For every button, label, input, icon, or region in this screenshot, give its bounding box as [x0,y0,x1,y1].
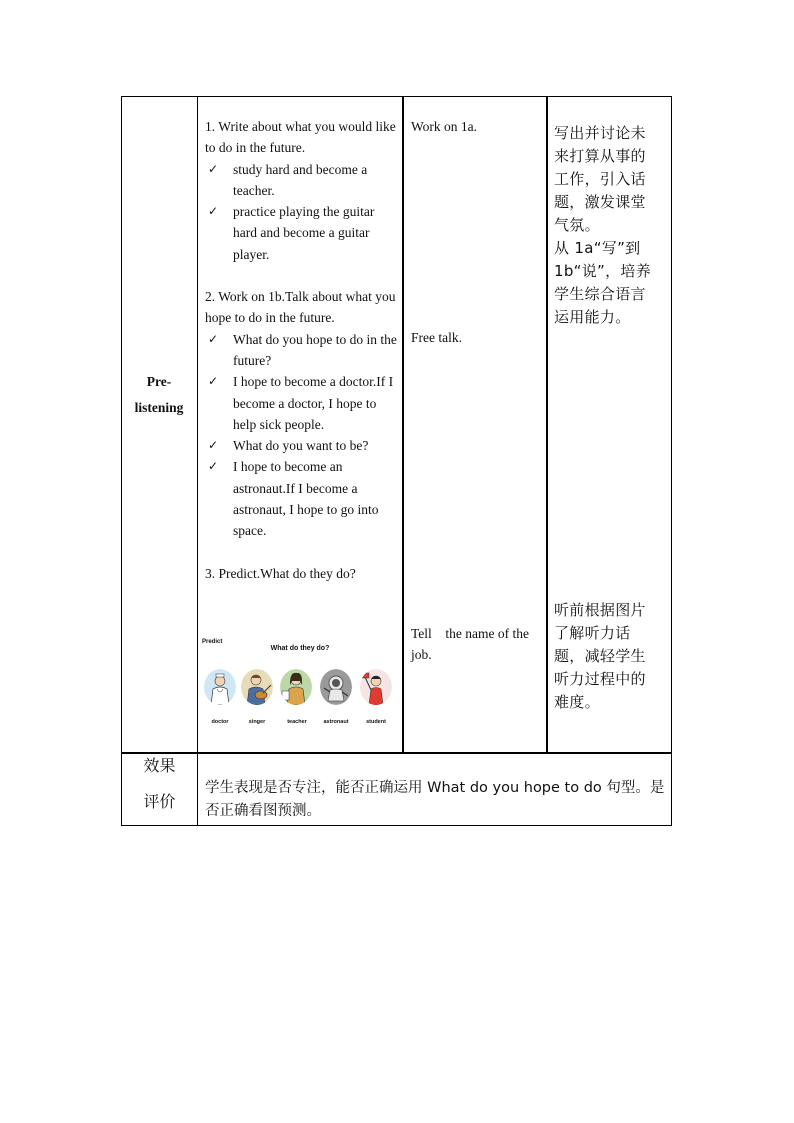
bullet-text: I hope to become a doctor.If I become a doctor, I hope to help sick people. [233,374,394,432]
evaluation-label-line1: 效果 [143,756,176,775]
picture-label-singer: singer [248,719,266,725]
bullet-text: What do you want to be? [233,438,369,454]
picture-label-teacher: teacher [287,719,307,725]
bullet-text: What do you hope to do in the future? [233,331,397,368]
evaluation-label-line2: 评价 [143,792,176,811]
student-activity-2: Free talk. [411,330,462,345]
activity-1-bullet [205,159,397,202]
column-divider [197,96,198,826]
activity-2-bullet [205,329,397,372]
bullet-text: I hope to become an astronaut.If I become a astronaut, I hope to go into space. [233,459,379,539]
teacher-activities-cell [205,116,397,584]
evaluation-label [122,748,197,820]
teacher-illustration [280,669,312,705]
purpose-3: 听前根据图片了解听力话题，减轻学生听力过程中的难度。 [554,601,646,711]
astronaut-illustration [320,669,352,705]
check-icon: ✓ [207,459,219,474]
activity-2-bullet [205,456,397,541]
picture-corner-label: Predict [202,639,223,645]
check-icon: ✓ [207,438,219,453]
student-activity-1: Work on 1a. [411,119,478,134]
bullet-text: study hard and become a teacher. [233,161,368,198]
picture-label-astronaut: astronaut [323,719,349,725]
check-icon: ✓ [207,161,219,176]
picture-title: What do they do? [270,645,330,652]
predict-picture [200,637,400,733]
singer-illustration [241,669,273,705]
activity-2-bullet [205,435,397,456]
evaluation-text: 学生表现是否专注，能否正确运用 What do you hope to do 句型。是否正确看图预测。 [205,780,665,819]
doctor-illustration [204,669,236,705]
picture-label-student: student [366,719,386,725]
bullet-text: practice playing the guitar hard and become a guitar player. [233,204,375,262]
activity-1-bullet [205,201,397,265]
column-divider [402,96,404,753]
check-icon: ✓ [207,331,219,346]
activity-3-title: 3. Predict.What do they do? [205,565,356,581]
column-divider [546,96,548,753]
purpose-1: 写出并讨论未来打算从事的工作，引入话题，激发课堂气氛。 [554,124,646,234]
picture-label-doctor: doctor [211,719,229,725]
activity-2-bullet [205,371,397,435]
stage-label-line1: Pre- [146,374,172,389]
check-icon: ✓ [207,204,219,219]
stage-label-line2: listening [134,400,184,415]
activity-2-title: 2. Work on 1b.Talk about what you hope to do in the future. [205,289,396,326]
check-icon: ✓ [207,374,219,389]
row-divider [121,752,672,754]
activity-1-title: 1. Write about what you would like to do in the future. [205,119,396,156]
student-illustration [360,669,392,705]
purpose-2: 从 1a“写”到 1b“说”，培养学生综合语言运用能力。 [554,239,652,326]
stage-label [122,369,196,421]
student-activity-3: Tell the name of the job. [411,626,533,662]
